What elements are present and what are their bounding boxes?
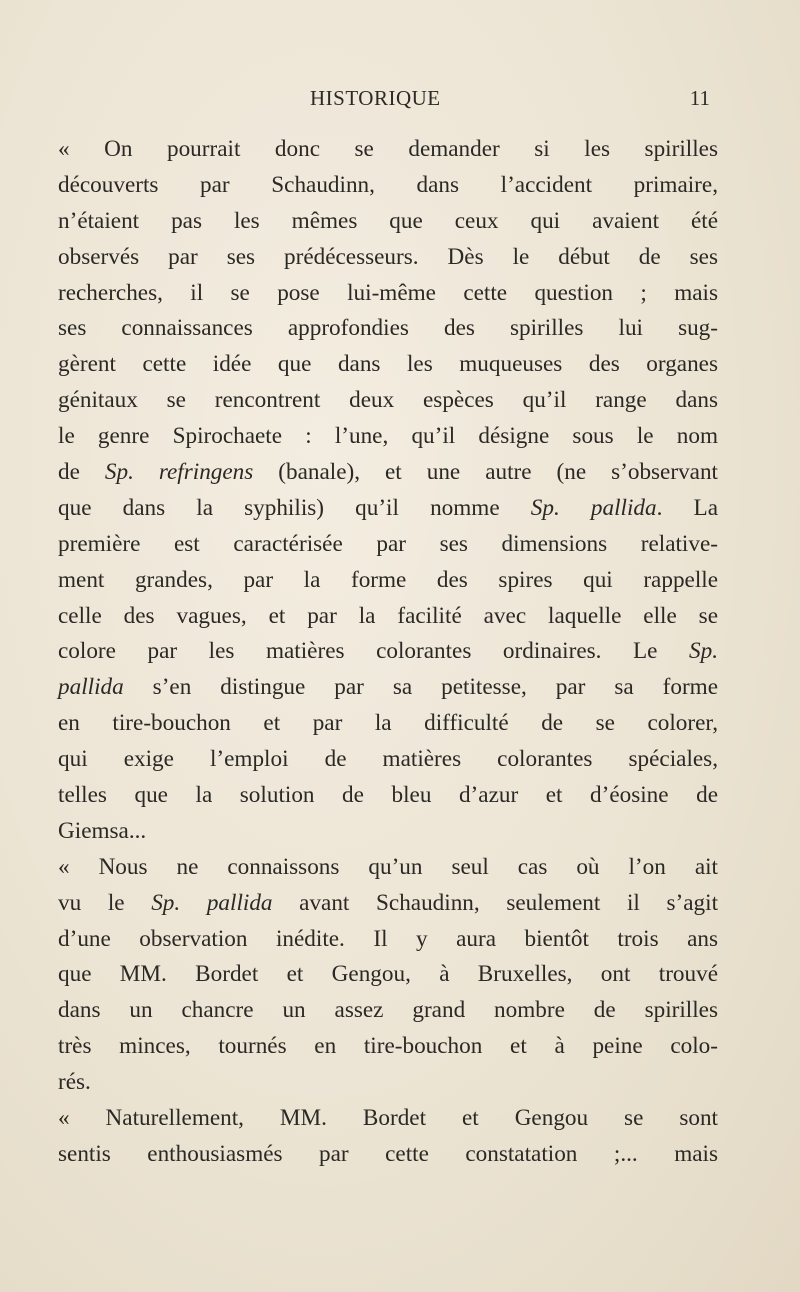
paragraph bbox=[58, 132, 718, 850]
page-number: 11 bbox=[689, 86, 710, 110]
text-line: « On pourrait donc se demander si les spirilles bbox=[58, 136, 718, 162]
text-line: découverts par Schaudinn, dans l’accident primaire, bbox=[58, 171, 718, 198]
text-line: gèrent cette idée que dans les muqueuses des organes bbox=[58, 351, 718, 378]
text-line: Giemsa... bbox=[58, 817, 147, 844]
text-line: d’une observation inédite. Il y aura bientôt trois ans bbox=[58, 925, 718, 952]
text-line: ment grandes, par la forme des spires qui rappelle bbox=[58, 566, 718, 593]
text-line: celle des vagues, et par la facilité avec laquelle elle se bbox=[58, 602, 718, 629]
running-header bbox=[310, 86, 710, 116]
text-line: dans un chancre un assez grand nombre de spirilles bbox=[58, 997, 718, 1024]
text-line: telles que la solution de bleu d’azur et d’éosine de bbox=[58, 782, 718, 809]
text-line: ses connaissances approfondies des spirilles lui sug- bbox=[58, 315, 718, 342]
running-title: HISTORIQUE bbox=[310, 86, 441, 110]
text-line: n’étaient pas les mêmes que ceux qui avaient été bbox=[58, 207, 718, 234]
paragraph bbox=[58, 1101, 718, 1173]
text-line: le genre Spirochaete : l’une, qu’il désigne sous le nom bbox=[58, 423, 718, 450]
text-line: recherches, il se pose lui-même cette question ; mais bbox=[58, 279, 718, 306]
paragraph bbox=[58, 850, 718, 1101]
text-line: génitaux se rencontrent deux espèces qu’il range dans bbox=[58, 387, 718, 414]
text-line: colore par les matières colorantes ordinaires. Le Sp. bbox=[58, 638, 718, 665]
text-line: « Nous ne connaissons qu’un seul cas où l’on ait bbox=[58, 853, 718, 880]
text-line: qui exige l’emploi de matières colorantes spéciales, bbox=[58, 746, 718, 773]
text-line: observés par ses prédécesseurs. Dès le début de ses bbox=[58, 243, 718, 270]
body-text bbox=[58, 132, 718, 1173]
text-line: rés. bbox=[58, 1069, 91, 1096]
text-line: que MM. Bordet et Gengou, à Bruxelles, ont trouvé bbox=[58, 961, 718, 988]
text-line: que dans la syphilis) qu’il nomme Sp. pallida. La bbox=[58, 494, 718, 521]
text-line: très minces, tournés en tire-bouchon et à peine colo- bbox=[58, 1033, 718, 1060]
text-line: de Sp. refringens (banale), et une autre (ne s’observant bbox=[58, 459, 718, 486]
text-line: sentis enthousiasmés par cette constatation ;... mais bbox=[58, 1140, 718, 1167]
text-line: première est caractérisée par ses dimensions relative- bbox=[58, 530, 718, 557]
text-line: en tire-bouchon et par la difficulté de se colorer, bbox=[58, 710, 718, 737]
text-line: pallida s’en distingue par sa petitesse, par sa forme bbox=[58, 674, 718, 701]
text-line: vu le Sp. pallida avant Schaudinn, seulement il s’agit bbox=[58, 889, 719, 916]
text-line: « Naturellement, MM. Bordet et Gengou se sont bbox=[58, 1105, 718, 1132]
